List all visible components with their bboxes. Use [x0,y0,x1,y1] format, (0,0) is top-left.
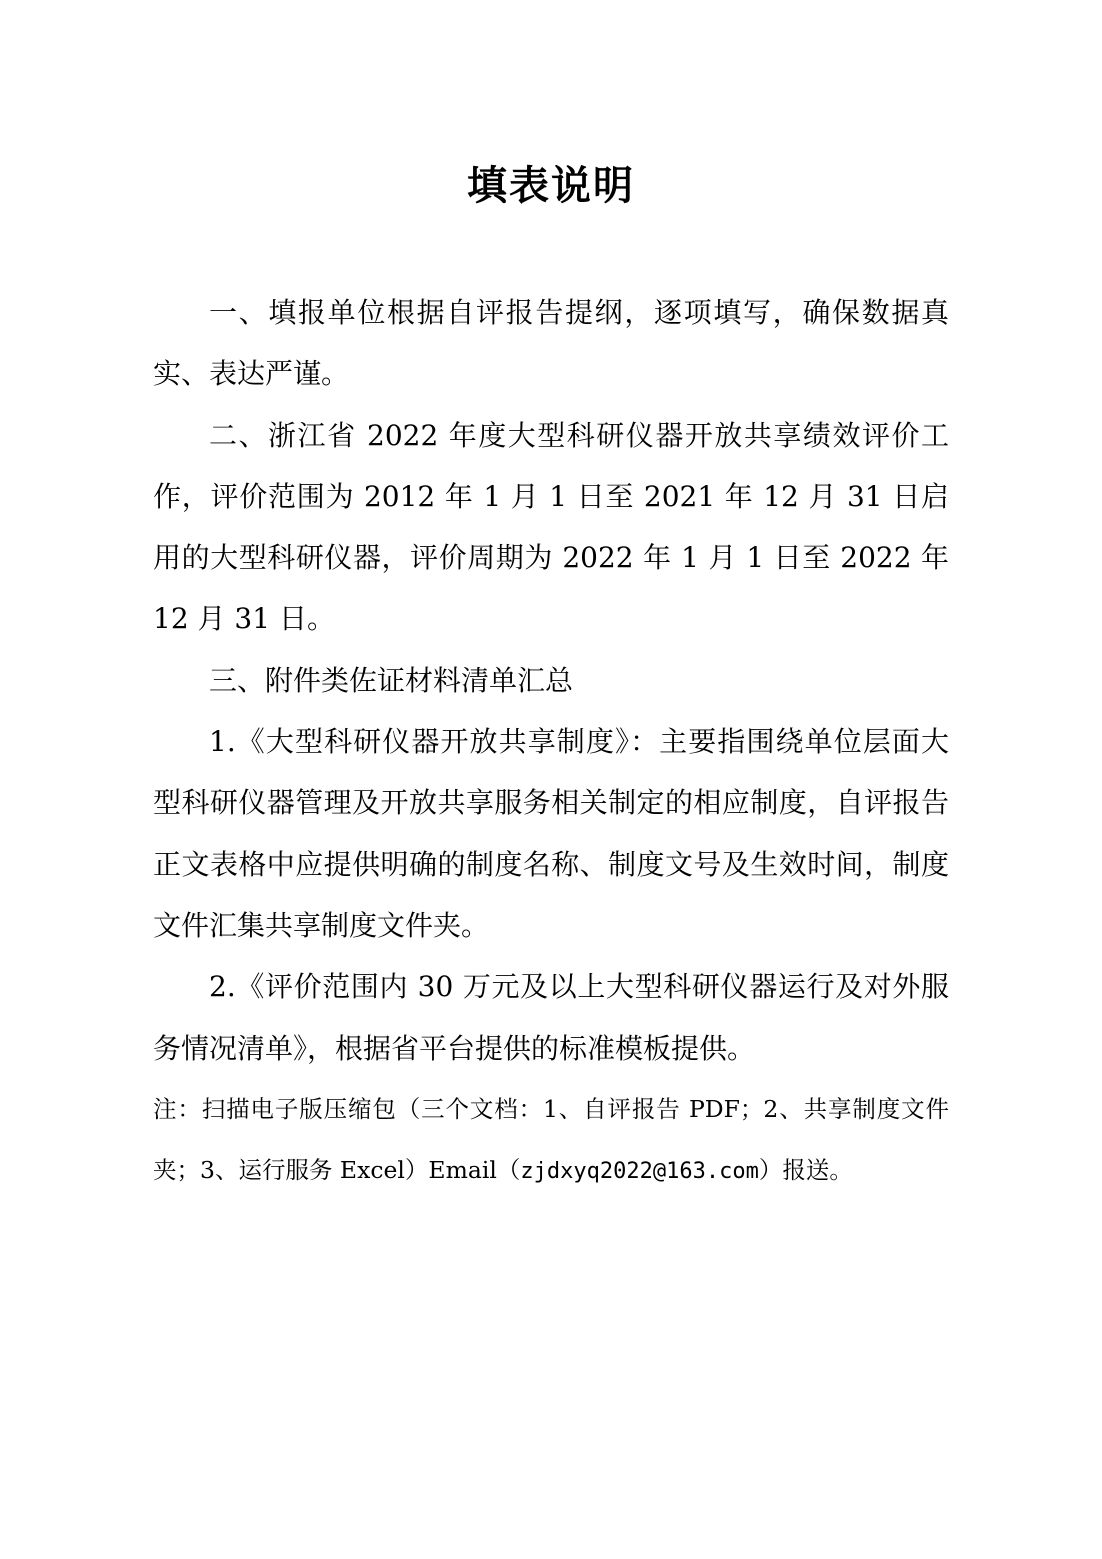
paragraph-3-heading: 三、附件类佐证材料清单汇总 [209,663,574,697]
paragraph-2: 二、浙江省 2022 年度大型科研仪器开放共享绩效评价工作，评价范围为 2012 年 1 月 1 日至 2021 年 12 月 31 日启用的大型科研仪器，评价周期为 2022 年 1 月 1 日至 2022 年 12 月 31 日。 [153,418,949,636]
submission-note [153,1079,949,1202]
paragraph-3-item-1: 1.《大型科研仪器开放共享制度》：主要指围绕单位层面大型科研仪器管理及开放共享服务相关制定的相应制度，自评报告正文表格中应提供明确的制度名称、制度文号及生效时间，制度文件汇集共享制度文件夹。 [153,725,949,942]
contact-email: zjdxyq2022@163.com [520,1158,759,1184]
document-body [153,282,949,1202]
note-text-before: 注：扫描电子版压缩包（三个文档：1、自评报告 PDF；2、共享制度文件夹；3、运行服务 Excel）Email（ [153,1094,949,1184]
note-text-after: ）报送。 [758,1155,853,1184]
paragraph-1: 一、填报单位根据自评报告提纲，逐项填写，确保数据真实、表达严谨。 [153,296,949,391]
page-title: 填表说明 [467,162,635,209]
paragraph-3-item-2: 2.《评价范围内 30 万元及以上大型科研仪器运行及对外服务情况清单》，根据省平台提供的标准模板提供。 [153,970,949,1065]
